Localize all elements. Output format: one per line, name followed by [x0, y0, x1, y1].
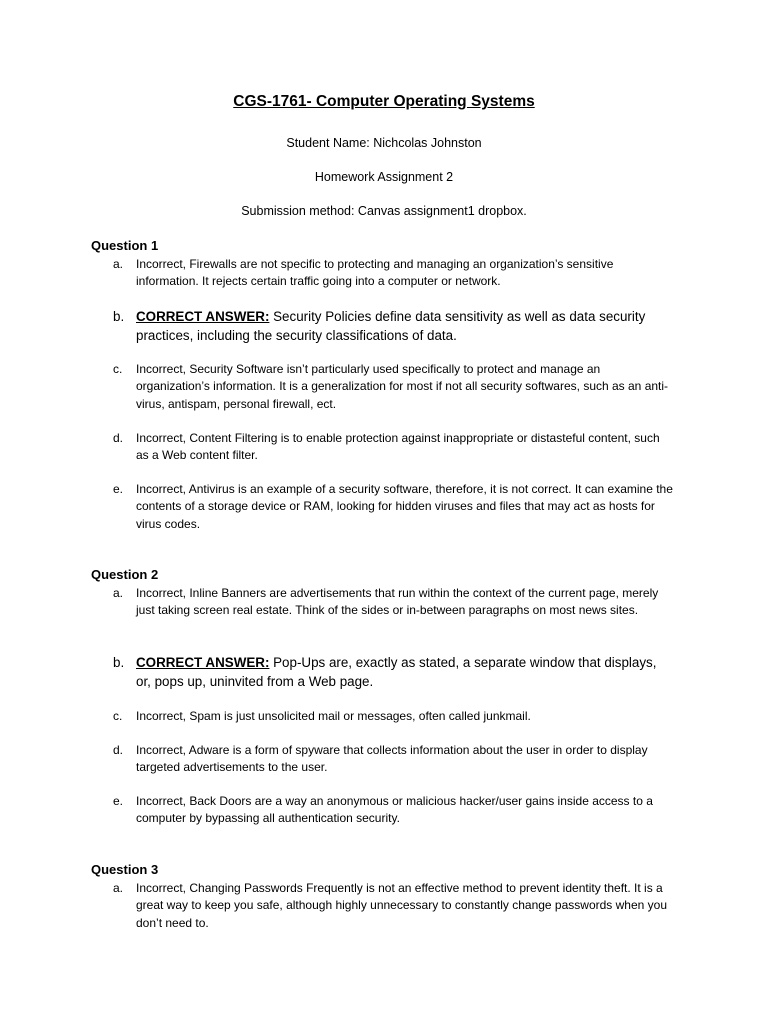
correct-answer-text: Security Policies define data sensitivity as well as data security practices, including the security classifications of data. [136, 309, 646, 343]
question-1-option-b [113, 307, 673, 345]
option-marker: e. [113, 482, 124, 496]
option-text: Incorrect, Adware is a form of spyware that collects information about the user in order to display targeted advertisements to the user. [136, 743, 648, 775]
option-text [136, 307, 673, 345]
assignment-name: Homework Assignment 2 [314, 170, 454, 184]
question-2-option-e [113, 793, 673, 828]
option-text: Incorrect, Firewalls are not specific to protecting and managing an organization’s sensitive information. It rejects certain traffic going into a computer or network. [136, 257, 614, 289]
option-marker: e. [113, 794, 124, 808]
question-2-option-d [113, 742, 673, 777]
option-marker: c. [113, 709, 123, 723]
question-2-option-c [113, 708, 673, 725]
option-marker: b. [113, 309, 125, 324]
option-marker: b. [113, 655, 125, 670]
question-3-heading: Question 3 [91, 862, 159, 877]
document-title: CGS-1761- Computer Operating Systems [233, 93, 535, 110]
option-text: Incorrect, Back Doors are a way an anonymous or malicious hacker/user gains inside access to a computer by bypassing all authentication security. [136, 794, 653, 826]
question-1-option-e [113, 481, 673, 533]
option-text: Incorrect, Spam is just unsolicited mail or messages, often called junkmail. [136, 709, 531, 723]
option-marker: c. [113, 362, 123, 376]
question-2-heading: Question 2 [91, 567, 159, 582]
option-marker: a. [113, 881, 124, 895]
question-1-option-a [113, 256, 673, 291]
question-1-option-c [113, 361, 673, 413]
student-name: Student Name: Nichcolas Johnston [286, 136, 482, 150]
correct-answer-text: Pop-Ups are, exactly as stated, a separate window that displays, or, pops up, uninvited from a Web page. [136, 655, 657, 689]
correct-answer-label: CORRECT ANSWER: [136, 655, 270, 670]
question-1-heading: Question 1 [91, 238, 159, 253]
question-2-option-a [113, 585, 673, 620]
question-3-option-a [113, 880, 673, 932]
option-text: Incorrect, Antivirus is an example of a security software, therefore, it is not correct. It can examine the contents of a storage device or RAM, looking for hidden viruses and files that may act as hosts for virus codes. [136, 482, 673, 531]
option-text: Incorrect, Security Software isn’t particularly used specifically to protect and manage an organization’s information. It is a generalization for most if not all security softwares, such as an anti-virus, antispam, personal firewall, ect. [136, 362, 669, 411]
option-marker: a. [113, 586, 124, 600]
option-text [136, 653, 673, 691]
option-text: Incorrect, Inline Banners are advertisements that run within the context of the current page, merely just taking screen real estate. Think of the sides or in-between paragraphs on most news sites. [136, 586, 659, 618]
option-text: Incorrect, Content Filtering is to enable protection against inappropriate or distasteful content, such as a Web content filter. [136, 431, 660, 463]
correct-answer-label: CORRECT ANSWER: [136, 309, 270, 324]
question-1-option-d [113, 430, 673, 465]
option-marker: d. [113, 743, 124, 757]
option-marker: d. [113, 431, 124, 445]
question-2-option-b [113, 653, 673, 691]
option-text: Incorrect, Changing Passwords Frequently is not an effective method to prevent identity theft. It is a great way to keep you safe, although highly unnecessary to constantly change passwords when you don’t need to. [136, 881, 667, 930]
submission-method: Submission method: Canvas assignment1 dropbox. [241, 204, 527, 218]
option-marker: a. [113, 257, 124, 271]
